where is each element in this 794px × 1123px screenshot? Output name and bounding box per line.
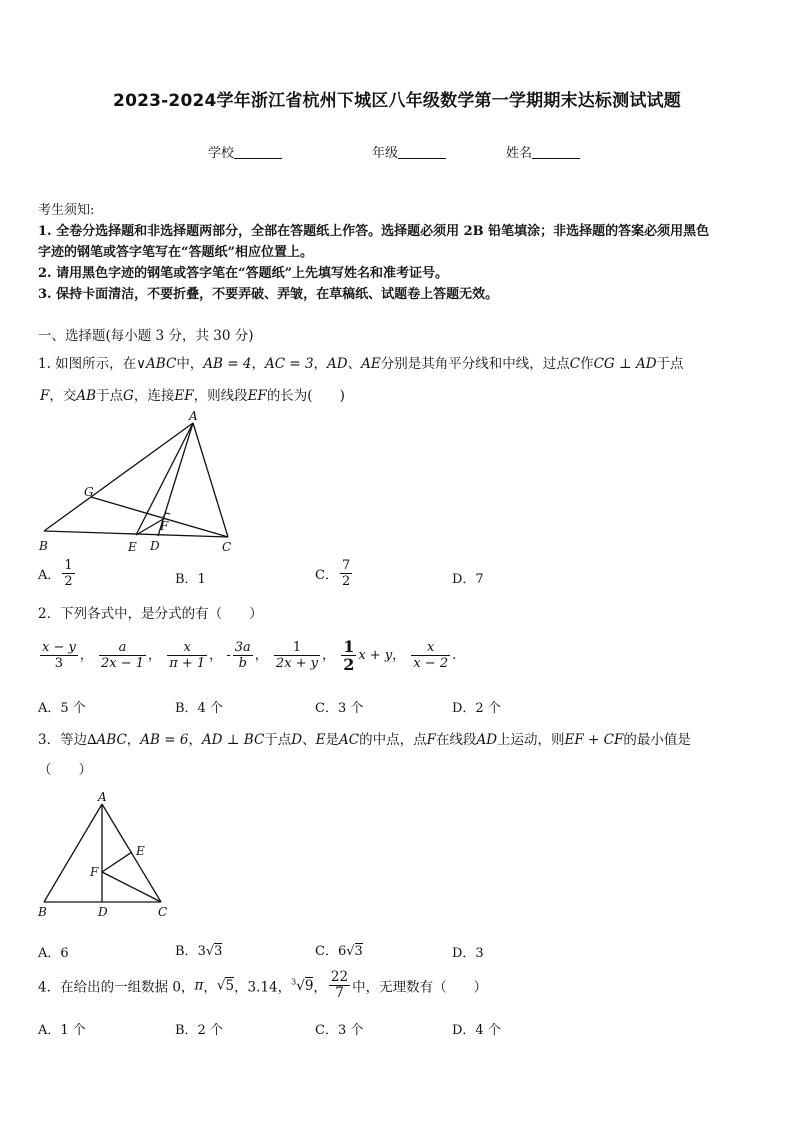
radical-sign: √ bbox=[296, 977, 305, 994]
q4-option-d[interactable]: D．4 个 bbox=[452, 1023, 501, 1038]
q1-text: 1. 如图所示，在 bbox=[38, 356, 137, 372]
q3-point: E bbox=[315, 732, 326, 748]
fraction-denominator: 3 bbox=[54, 656, 64, 671]
expression-1 bbox=[40, 640, 78, 671]
radicand: 3 bbox=[214, 944, 223, 959]
separator: ， bbox=[313, 979, 327, 996]
q1-triangle: ∨ABC bbox=[136, 356, 177, 372]
option-label: C． bbox=[315, 568, 338, 583]
q1-text: 的长为( ) bbox=[266, 388, 345, 404]
q1-condition: AE bbox=[361, 356, 381, 372]
point-label-e: E bbox=[128, 540, 137, 554]
expression-2 bbox=[99, 640, 146, 671]
q1-text: 分别是其角平分线和中线，过点 bbox=[380, 356, 570, 372]
point-label-a: A bbox=[189, 409, 198, 423]
expression-5 bbox=[274, 640, 320, 671]
coefficient: 6 bbox=[337, 944, 347, 959]
q1-option-c[interactable] bbox=[315, 558, 354, 589]
q3-text: 是 bbox=[325, 732, 339, 748]
option-label: B． bbox=[175, 944, 198, 959]
point-label-g: G bbox=[84, 485, 94, 499]
q2-option-b[interactable]: B．4 个 bbox=[175, 701, 223, 716]
q4-sqrt5 bbox=[217, 977, 234, 994]
separator: ，3.14， bbox=[234, 979, 292, 996]
fraction-numerator: x bbox=[167, 640, 207, 656]
q3-condition: AD ⊥ BC bbox=[201, 732, 265, 748]
segment-ab bbox=[44, 804, 102, 902]
point-label-d: D bbox=[98, 905, 108, 919]
q1-sep: ， bbox=[313, 356, 328, 372]
q3-text: 于点 bbox=[264, 732, 292, 748]
q1-condition: AD bbox=[327, 356, 348, 372]
point-label-c: C bbox=[158, 905, 168, 919]
page-title: 2023-2024学年浙江省杭州下城区八年级数学第一学期期末达标测试试题 bbox=[113, 91, 681, 111]
segment-fe bbox=[102, 852, 132, 872]
school-field[interactable] bbox=[208, 142, 282, 161]
q1-option-d[interactable]: D．7 bbox=[452, 572, 484, 587]
separator: ， bbox=[254, 648, 268, 663]
expression-7 bbox=[411, 640, 450, 671]
q4-option-c[interactable]: C．3 个 bbox=[315, 1023, 364, 1038]
minus-sign: - bbox=[226, 648, 231, 663]
q1-segment: EF bbox=[174, 388, 194, 404]
q3-option-d[interactable]: D．3 bbox=[452, 946, 484, 961]
separator: 、 bbox=[302, 732, 316, 748]
q1-text: 于点 bbox=[656, 356, 684, 372]
fraction-denominator: 2 bbox=[343, 655, 355, 674]
coefficient: 3 bbox=[197, 944, 206, 959]
q3-segment: AD bbox=[476, 732, 498, 748]
question-3-paren: （ ） bbox=[38, 762, 92, 778]
q1-text: 中， bbox=[176, 356, 204, 372]
option-label: C． bbox=[315, 944, 338, 959]
q1-condition: AB = 4 bbox=[203, 356, 252, 372]
fraction-numerator: x bbox=[411, 640, 450, 656]
name-field[interactable] bbox=[506, 142, 580, 161]
q3-text: 上运动，则 bbox=[497, 732, 565, 748]
notice-item-3: 3. 保持卡面清洁，不要折叠，不要弄破、弄皱，在草稿纸、试题卷上答题无效。 bbox=[38, 287, 499, 302]
question-3-line-1 bbox=[38, 728, 691, 748]
q1-condition: AC = 3 bbox=[264, 356, 314, 372]
q2-option-c[interactable]: C．3 个 bbox=[315, 701, 364, 716]
q1-text: 于点 bbox=[96, 388, 124, 404]
separator: ， bbox=[209, 648, 223, 663]
segment-ab bbox=[44, 423, 193, 531]
fraction-numerator: 1 bbox=[343, 637, 355, 656]
q4-fraction bbox=[329, 970, 350, 1001]
q1-point: G bbox=[123, 388, 134, 404]
question-2-stem: 2．下列各式中，是分式的有（ ） bbox=[38, 606, 263, 622]
option-label: A． bbox=[38, 568, 61, 583]
point-label-b: B bbox=[38, 905, 47, 919]
q4-option-b[interactable]: B．2 个 bbox=[175, 1023, 223, 1038]
fraction-numerator: 1 bbox=[64, 558, 73, 573]
question-1-line-2 bbox=[40, 384, 345, 404]
separator: ， bbox=[148, 648, 162, 663]
grade-label: 年级 bbox=[372, 146, 399, 161]
section-heading: 一、选择题(每小题 3 分，共 30 分) bbox=[38, 328, 254, 344]
fraction-denominator: π + 1 bbox=[169, 656, 206, 671]
q3-segment: AC bbox=[338, 732, 360, 748]
point-label-a: A bbox=[98, 790, 107, 804]
separator: . bbox=[452, 648, 457, 663]
expression-6-tail: x + y bbox=[358, 648, 393, 663]
q1-segment: EF bbox=[247, 388, 267, 404]
radical-sign: √ bbox=[205, 944, 215, 959]
q3-expression: EF + CF bbox=[564, 732, 624, 748]
point-label-d: D bbox=[150, 539, 160, 553]
fraction-numerator: x − y bbox=[42, 640, 76, 655]
fraction-numerator: 22 bbox=[330, 969, 349, 985]
fraction-numerator: 7 bbox=[341, 558, 351, 573]
expression-3 bbox=[167, 640, 207, 671]
separator: ， bbox=[188, 732, 202, 748]
fraction-numerator: a bbox=[99, 640, 146, 656]
q4-option-a[interactable]: A．1 个 bbox=[38, 1023, 86, 1038]
q4-text: 中，无理数有（ ） bbox=[352, 979, 488, 996]
q1-sep: 、 bbox=[347, 356, 362, 372]
q3-text: 的中点，点 bbox=[359, 732, 427, 748]
grade-blank[interactable] bbox=[398, 146, 446, 159]
fraction-denominator: x − 2 bbox=[413, 656, 449, 671]
q2-option-d[interactable]: D．2 个 bbox=[452, 701, 501, 716]
q3-option-a[interactable]: A．6 bbox=[38, 946, 69, 961]
fraction-denominator: 2x − 1 bbox=[101, 656, 145, 671]
q1-option-b[interactable]: B．1 bbox=[175, 572, 206, 587]
q3-text: 的最小值是 bbox=[623, 732, 691, 748]
fraction-denominator: b bbox=[238, 656, 247, 671]
separator: ， bbox=[203, 979, 217, 996]
radical-sign: √ bbox=[216, 977, 226, 994]
q1-text: ，连接 bbox=[133, 388, 175, 404]
radicand: 3 bbox=[354, 944, 363, 959]
fraction-denominator: 2 bbox=[64, 574, 73, 589]
q3-point: F bbox=[426, 732, 436, 748]
question-1-line-1 bbox=[38, 352, 684, 372]
point-label-e: E bbox=[136, 844, 145, 858]
fraction-numerator: 3a bbox=[234, 640, 251, 655]
q3-triangle: ∆ABC bbox=[87, 732, 127, 748]
name-label: 姓名 bbox=[506, 146, 533, 161]
school-label: 学校 bbox=[208, 146, 235, 161]
separator: ， bbox=[392, 648, 406, 663]
question-4-stem bbox=[38, 970, 487, 1001]
notice-item-2: 2. 请用黑色字迹的钢笔或答字笔在“答题纸”上先填写姓名和准考证号。 bbox=[38, 266, 449, 281]
q2-option-a[interactable]: A．5 个 bbox=[38, 701, 86, 716]
expression-4 bbox=[233, 640, 253, 671]
q1-segment: AB bbox=[76, 388, 97, 404]
fraction-denominator: 2x + y bbox=[275, 656, 319, 671]
q4-cube-root bbox=[291, 978, 313, 994]
point-label-f: F bbox=[90, 865, 99, 879]
q3-point: D bbox=[291, 732, 303, 748]
radical-sign: √ bbox=[346, 944, 355, 959]
radicand: 5 bbox=[225, 977, 235, 994]
q3-option-b[interactable] bbox=[175, 940, 222, 959]
segment-ac bbox=[193, 423, 228, 537]
q1-sep: ， bbox=[251, 356, 265, 372]
question-2-expressions bbox=[38, 638, 456, 673]
q1-point: F bbox=[40, 388, 50, 404]
notice-heading: 考生须知: bbox=[38, 203, 95, 218]
question-3-figure bbox=[34, 788, 180, 922]
q3-text: 在线段 bbox=[435, 732, 477, 748]
q1-option-a[interactable] bbox=[38, 558, 77, 589]
fraction-denominator: 7 bbox=[335, 985, 344, 1001]
notice-item-1: 1. 全卷分选择题和非选择题两部分，全部在答题纸上作答。选择题必须用 2B 铅笔填涂；非选择题的答案必须用黑色 bbox=[38, 224, 710, 239]
q1-point: C bbox=[569, 356, 581, 372]
q3-condition: AB = 6 bbox=[140, 732, 189, 748]
q1-condition: CG ⊥ AD bbox=[593, 356, 657, 372]
q1-text: ，则线段 bbox=[193, 388, 248, 404]
radicand: 9 bbox=[304, 977, 314, 994]
root-index: 3 bbox=[291, 977, 297, 987]
point-label-b: B bbox=[39, 539, 48, 553]
fraction-numerator: 1 bbox=[274, 640, 320, 656]
separator: ， bbox=[126, 732, 141, 748]
notice-item-1-cont: 字迹的钢笔或答字笔写在“答题纸”相应位置上。 bbox=[38, 245, 313, 260]
expression-6 bbox=[341, 638, 356, 673]
q3-text: 3．等边 bbox=[38, 732, 88, 748]
point-label-f: F bbox=[160, 519, 169, 533]
q4-pi: π bbox=[194, 977, 204, 994]
grade-field[interactable] bbox=[372, 142, 446, 161]
q3-option-c[interactable] bbox=[315, 940, 363, 959]
q1-text: 作 bbox=[580, 356, 594, 372]
school-blank[interactable] bbox=[234, 146, 282, 159]
point-label-c: C bbox=[222, 540, 232, 554]
q1-text: ，交 bbox=[49, 388, 77, 404]
q4-text: 4．在给出的一组数据 0， bbox=[38, 979, 195, 996]
name-blank[interactable] bbox=[532, 146, 580, 159]
separator: ， bbox=[79, 648, 93, 663]
right-angle-mark bbox=[163, 513, 170, 517]
fraction-denominator: 2 bbox=[341, 574, 351, 589]
separator: ， bbox=[322, 648, 336, 663]
question-1-figure bbox=[34, 408, 240, 556]
